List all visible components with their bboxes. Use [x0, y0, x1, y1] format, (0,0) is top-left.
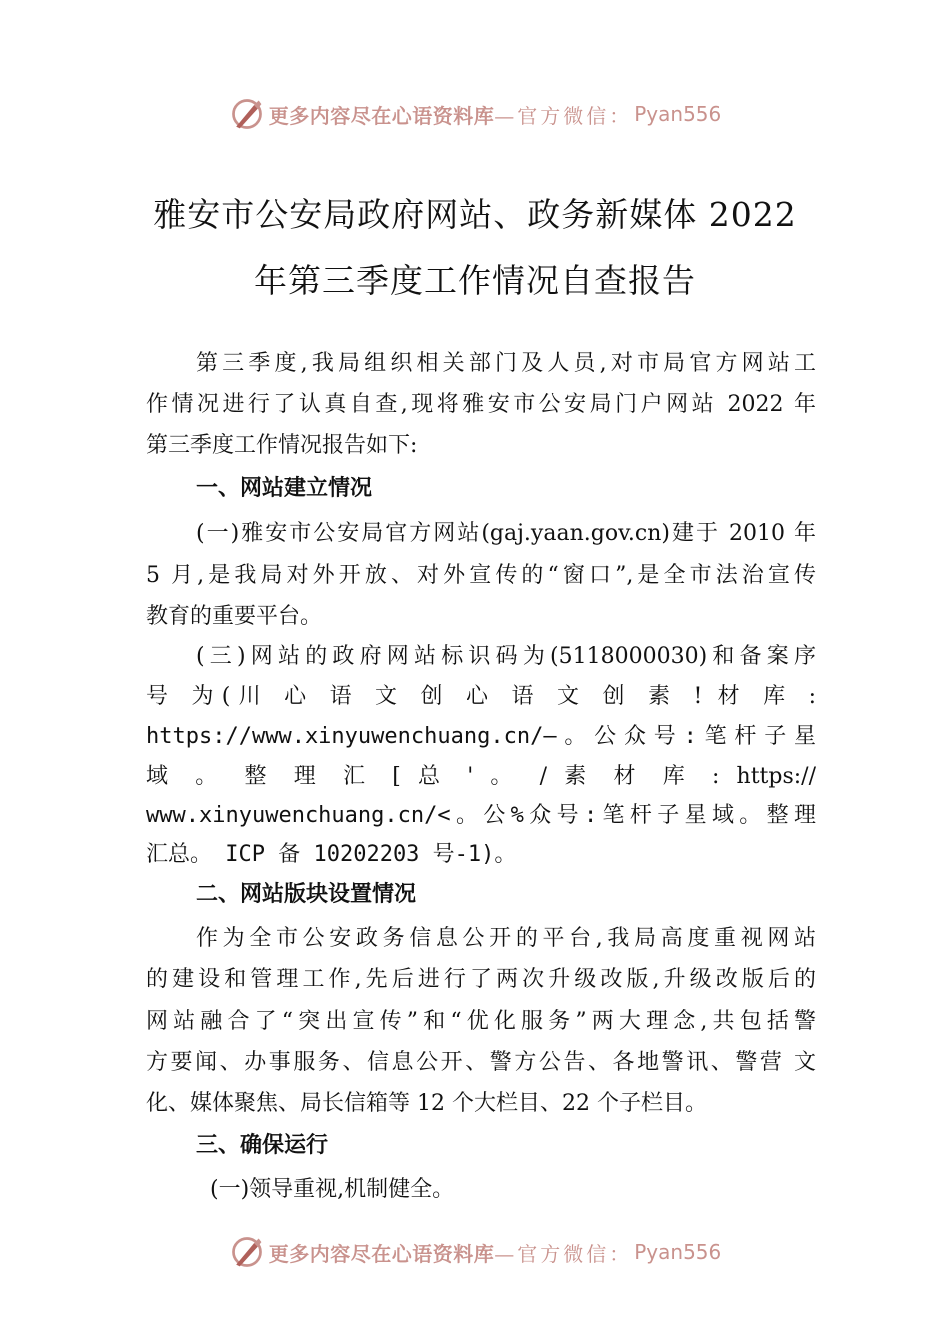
- paragraph-line: 号 为(川 心 语 文 创 心 语 文 创 素 ! 材 库 :: [146, 684, 816, 709]
- paragraph-line: 网站融合了“突出宣传”和“优化服务”两大理念,共包括警: [146, 1009, 816, 1034]
- paragraph-line: 汇总。 ICP 备 10202203 号-1)。: [146, 842, 517, 867]
- paragraph-line: 5 月,是我局对外开放、对外宣传的“窗口”,是全市法治宣传: [146, 563, 816, 588]
- paragraph-line: 方要闻、办事服务、信息公开、警方公告、各地警讯、警营 文: [146, 1050, 816, 1075]
- title-line-2: 年第三季度工作情况自查报告: [254, 261, 696, 300]
- paragraph-line: www.xinyuwenchuang.cn/<。公%众号:笔杆子星域。整理: [146, 803, 816, 828]
- subsection-heading: (一)领导重视,机制健全。: [210, 1177, 455, 1202]
- paragraph-line: 的建设和管理工作,先后进行了两次升级改版,升级改版后的: [146, 967, 816, 992]
- watermark-footer: [0, 1232, 950, 1272]
- watermark-text: 更多内容尽在心语资料库: [268, 1241, 495, 1266]
- title-line-1: 雅安市公安局政府网站、政务新媒体 2022: [153, 195, 797, 234]
- section-heading-2: 二、网站版块设置情况: [196, 882, 417, 907]
- watermark-header: [0, 94, 950, 134]
- paragraph-line: (一)雅安市公安局官方网站(gaj.yaan.gov.cn)建于 2010 年: [196, 521, 816, 546]
- paragraph-line: https://www.xinyuwenchuang.cn/—。公众号:笔杆子星: [146, 724, 816, 749]
- watermark-text: 更多内容尽在心语资料库: [268, 103, 495, 128]
- paragraph-line: 作情况进行了认真自查,现将雅安市公安局门户网站 2022 年: [146, 392, 816, 417]
- pen-logo-icon: [229, 1234, 265, 1270]
- document-title: [120, 182, 830, 314]
- watermark-id: Pyan556: [634, 102, 722, 126]
- paragraph-line: 化、媒体聚焦、局长信箱等 12 个大栏目、22 个子栏目。: [146, 1091, 707, 1116]
- watermark-suffix: —官方微信：: [494, 103, 633, 128]
- pen-logo-icon: [229, 96, 265, 132]
- paragraph-line: 第三季度工作情况报告如下:: [146, 433, 418, 458]
- paragraph-line: 作为全市公安政务信息公开的平台,我局高度重视网站: [196, 926, 816, 951]
- section-heading-1: 一、网站建立情况: [196, 476, 373, 501]
- paragraph-line: 第三季度,我局组织相关部门及人员,对市局官方网站工: [196, 351, 816, 376]
- watermark-id: Pyan556: [634, 1240, 722, 1264]
- paragraph-line: 教育的重要平台。: [146, 604, 323, 629]
- watermark-suffix: —官方微信：: [494, 1241, 633, 1266]
- section-heading-3: 三、确保运行: [196, 1133, 329, 1158]
- paragraph-line: (三)网站的政府网站标识码为(5118000030)和备案序: [196, 644, 816, 669]
- paragraph-line: 域 。 整 理 汇 [ 总 ' 。 / 素 材 库 : https://: [146, 764, 816, 789]
